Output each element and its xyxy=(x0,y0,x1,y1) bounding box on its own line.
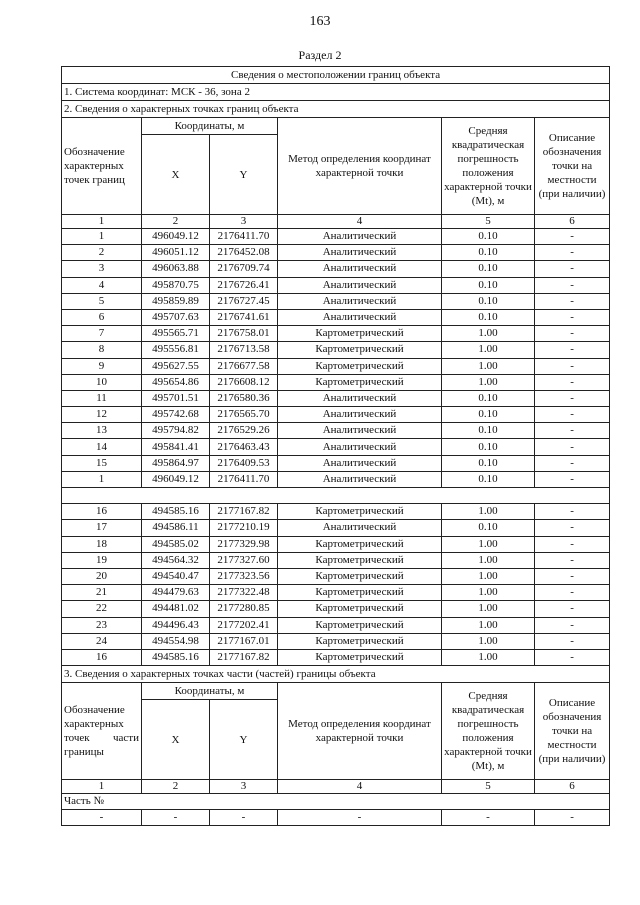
coord-x: 495701.51 xyxy=(142,390,210,406)
coord-x: 494540.47 xyxy=(142,568,210,584)
description: - xyxy=(535,261,610,277)
method: Аналитический xyxy=(278,229,442,245)
header-x: X xyxy=(142,700,210,780)
header-designation: Обозначение характерных точек границ xyxy=(62,118,142,215)
coord-y: 2177167.82 xyxy=(210,649,278,665)
accuracy: 1.00 xyxy=(442,633,535,649)
table-row xyxy=(62,617,610,633)
description: - xyxy=(535,326,610,342)
header-method: Метод определения координат характерной точки xyxy=(278,683,442,780)
description: - xyxy=(535,552,610,568)
table-row xyxy=(62,633,610,649)
accuracy: 1.00 xyxy=(442,552,535,568)
header-y: Y xyxy=(210,700,278,780)
method: Картометрический xyxy=(278,633,442,649)
method: Картометрический xyxy=(278,342,442,358)
description: - xyxy=(535,536,610,552)
coord-y: 2177210.19 xyxy=(210,520,278,536)
point-number: 23 xyxy=(62,617,142,633)
method: Картометрический xyxy=(278,601,442,617)
point-number: 3 xyxy=(62,261,142,277)
coord-x: 494554.98 xyxy=(142,633,210,649)
point-number: 13 xyxy=(62,423,142,439)
coord-x: 494496.43 xyxy=(142,617,210,633)
point-number: 6 xyxy=(62,309,142,325)
point-number: 20 xyxy=(62,568,142,584)
point-number: 11 xyxy=(62,390,142,406)
empty-value: - xyxy=(62,810,142,826)
description: - xyxy=(535,471,610,487)
table-row xyxy=(62,568,610,584)
accuracy: 0.10 xyxy=(442,229,535,245)
accuracy: 0.10 xyxy=(442,245,535,261)
method: Картометрический xyxy=(278,552,442,568)
description: - xyxy=(535,229,610,245)
col-number: 4 xyxy=(278,215,442,229)
table-row xyxy=(62,261,610,277)
description: - xyxy=(535,520,610,536)
coord-x: 494585.02 xyxy=(142,536,210,552)
method: Картометрический xyxy=(278,536,442,552)
col-number: 5 xyxy=(442,215,535,229)
coord-y: 2177327.60 xyxy=(210,552,278,568)
coord-y: 2176529.26 xyxy=(210,423,278,439)
table-row xyxy=(62,277,610,293)
method: Аналитический xyxy=(278,423,442,439)
description: - xyxy=(535,358,610,374)
accuracy: 1.00 xyxy=(442,568,535,584)
coord-x: 494481.02 xyxy=(142,601,210,617)
coord-x: 495859.89 xyxy=(142,293,210,309)
point-number: 4 xyxy=(62,277,142,293)
section-title: Раздел 2 xyxy=(298,48,342,62)
description: - xyxy=(535,617,610,633)
coord-x: 495627.55 xyxy=(142,358,210,374)
coord-y: 2176411.70 xyxy=(210,229,278,245)
point-number: 19 xyxy=(62,552,142,568)
col-number: 1 xyxy=(62,215,142,229)
method: Аналитический xyxy=(278,407,442,423)
coord-y: 2177167.01 xyxy=(210,633,278,649)
accuracy: 0.10 xyxy=(442,423,535,439)
accuracy: 1.00 xyxy=(442,585,535,601)
description: - xyxy=(535,649,610,665)
coord-y: 2176608.12 xyxy=(210,374,278,390)
separator-row xyxy=(62,488,610,504)
empty-value: - xyxy=(210,810,278,826)
header-coords: Координаты, м xyxy=(142,118,278,135)
accuracy: 0.10 xyxy=(442,309,535,325)
table-row xyxy=(62,601,610,617)
section-2-title: 2. Сведения о характерных точках границ объекта xyxy=(62,101,610,118)
method: Картометрический xyxy=(278,568,442,584)
method: Аналитический xyxy=(278,471,442,487)
accuracy: 1.00 xyxy=(442,601,535,617)
coord-x: 495556.81 xyxy=(142,342,210,358)
accuracy: 0.10 xyxy=(442,407,535,423)
description: - xyxy=(535,407,610,423)
header-y: Y xyxy=(210,135,278,215)
coord-x: 495654.86 xyxy=(142,374,210,390)
method: Аналитический xyxy=(278,277,442,293)
coord-x: 496049.12 xyxy=(142,229,210,245)
method: Картометрический xyxy=(278,504,442,520)
description: - xyxy=(535,390,610,406)
header-accuracy: Средняя квадратическая погрешность положения характерной точки (Mt), м xyxy=(442,683,535,780)
accuracy: 0.10 xyxy=(442,390,535,406)
method: Аналитический xyxy=(278,245,442,261)
coord-y: 2176411.70 xyxy=(210,471,278,487)
coord-x: 495870.75 xyxy=(142,277,210,293)
col-number: 3 xyxy=(210,215,278,229)
coord-y: 2176726.41 xyxy=(210,277,278,293)
coord-y: 2176741.61 xyxy=(210,309,278,325)
table-row xyxy=(62,342,610,358)
coord-y: 2176565.70 xyxy=(210,407,278,423)
page-number: 163 xyxy=(309,14,331,29)
accuracy: 1.00 xyxy=(442,342,535,358)
col-number: 1 xyxy=(62,780,142,794)
method: Аналитический xyxy=(278,390,442,406)
accuracy: 0.10 xyxy=(442,520,535,536)
coord-x: 494586.11 xyxy=(142,520,210,536)
method: Аналитический xyxy=(278,455,442,471)
accuracy: 1.00 xyxy=(442,617,535,633)
method: Картометрический xyxy=(278,326,442,342)
point-number: 10 xyxy=(62,374,142,390)
accuracy: 1.00 xyxy=(442,504,535,520)
accuracy: 1.00 xyxy=(442,649,535,665)
header-coords: Координаты, м xyxy=(142,683,278,700)
method: Картометрический xyxy=(278,617,442,633)
method: Аналитический xyxy=(278,293,442,309)
coord-x: 495707.63 xyxy=(142,309,210,325)
coord-x: 495864.97 xyxy=(142,455,210,471)
accuracy: 0.10 xyxy=(442,471,535,487)
description: - xyxy=(535,374,610,390)
accuracy: 0.10 xyxy=(442,293,535,309)
method: Аналитический xyxy=(278,439,442,455)
description: - xyxy=(535,585,610,601)
description: - xyxy=(535,423,610,439)
coord-y: 2176452.08 xyxy=(210,245,278,261)
header-designation-parts: Обозначение характерных точек части границы xyxy=(62,683,142,780)
accuracy: 1.00 xyxy=(442,326,535,342)
point-number: 18 xyxy=(62,536,142,552)
empty-value: - xyxy=(535,810,610,826)
table-row xyxy=(62,358,610,374)
method: Картометрический xyxy=(278,585,442,601)
table-row xyxy=(62,439,610,455)
point-number: 16 xyxy=(62,649,142,665)
coord-y: 2177202.41 xyxy=(210,617,278,633)
method: Аналитический xyxy=(278,309,442,325)
point-number: 1 xyxy=(62,229,142,245)
table-row xyxy=(62,390,610,406)
point-number: 24 xyxy=(62,633,142,649)
table-row xyxy=(62,520,610,536)
coord-x: 495565.71 xyxy=(142,326,210,342)
coord-x: 494585.16 xyxy=(142,649,210,665)
description: - xyxy=(535,601,610,617)
coord-x: 496049.12 xyxy=(142,471,210,487)
header-x: X xyxy=(142,135,210,215)
accuracy: 1.00 xyxy=(442,536,535,552)
coord-y: 2176727.45 xyxy=(210,293,278,309)
coord-x: 494564.32 xyxy=(142,552,210,568)
coord-x: 496051.12 xyxy=(142,245,210,261)
coord-y: 2177329.98 xyxy=(210,536,278,552)
header-description: Описание обозначения точки на местности (при наличии) xyxy=(535,118,610,215)
method: Картометрический xyxy=(278,374,442,390)
col-number: 6 xyxy=(535,780,610,794)
header-description: Описание обозначения точки на местности (при наличии) xyxy=(535,683,610,780)
accuracy: 0.10 xyxy=(442,277,535,293)
description: - xyxy=(535,504,610,520)
point-number: 7 xyxy=(62,326,142,342)
coord-y: 2176677.58 xyxy=(210,358,278,374)
point-number: 17 xyxy=(62,520,142,536)
section-3-title: 3. Сведения о характерных точках части (частей) границы объекта xyxy=(62,666,610,683)
coord-y: 2176709.74 xyxy=(210,261,278,277)
empty-value: - xyxy=(442,810,535,826)
table-row xyxy=(62,536,610,552)
col-number: 2 xyxy=(142,780,210,794)
accuracy: 1.00 xyxy=(442,374,535,390)
point-number: 2 xyxy=(62,245,142,261)
coord-x: 495841.41 xyxy=(142,439,210,455)
point-number: 15 xyxy=(62,455,142,471)
col-number: 6 xyxy=(535,215,610,229)
boundary-table xyxy=(61,66,610,826)
col-number: 3 xyxy=(210,780,278,794)
accuracy: 0.10 xyxy=(442,455,535,471)
coord-y: 2177280.85 xyxy=(210,601,278,617)
description: - xyxy=(535,455,610,471)
table-row xyxy=(62,293,610,309)
empty-value: - xyxy=(278,810,442,826)
description: - xyxy=(535,633,610,649)
header-accuracy: Средняя квадратическая погрешность положения характерной точки (Mt), м xyxy=(442,118,535,215)
table-row xyxy=(62,326,610,342)
coord-x: 495794.82 xyxy=(142,423,210,439)
description: - xyxy=(535,342,610,358)
empty-value: - xyxy=(142,810,210,826)
coord-y: 2176758.01 xyxy=(210,326,278,342)
method: Картометрический xyxy=(278,358,442,374)
point-number: 5 xyxy=(62,293,142,309)
method: Аналитический xyxy=(278,261,442,277)
point-number: 21 xyxy=(62,585,142,601)
header-method: Метод определения координат характерной точки xyxy=(278,118,442,215)
table-title: Сведения о местоположении границ объекта xyxy=(62,67,610,84)
empty-cell xyxy=(62,488,610,504)
table-row xyxy=(62,585,610,601)
table-row xyxy=(62,504,610,520)
table-row xyxy=(62,407,610,423)
coord-y: 2176463.43 xyxy=(210,439,278,455)
col-number: 5 xyxy=(442,780,535,794)
table-row xyxy=(62,455,610,471)
description: - xyxy=(535,309,610,325)
description: - xyxy=(535,568,610,584)
col-number: 4 xyxy=(278,780,442,794)
point-number: 16 xyxy=(62,504,142,520)
description: - xyxy=(535,277,610,293)
accuracy: 0.10 xyxy=(442,439,535,455)
table-row xyxy=(62,245,610,261)
coord-y: 2176580.36 xyxy=(210,390,278,406)
point-number: 9 xyxy=(62,358,142,374)
table-row xyxy=(62,552,610,568)
table-row xyxy=(62,423,610,439)
table-row xyxy=(62,649,610,665)
table-row xyxy=(62,471,610,487)
accuracy: 0.10 xyxy=(442,261,535,277)
table-row xyxy=(62,374,610,390)
point-number: 14 xyxy=(62,439,142,455)
method: Картометрический xyxy=(278,649,442,665)
coord-y: 2176409.53 xyxy=(210,455,278,471)
point-number: 12 xyxy=(62,407,142,423)
coord-y: 2176713.58 xyxy=(210,342,278,358)
coord-system: 1. Система координат: МСК - 36, зона 2 xyxy=(62,84,610,101)
point-number: 1 xyxy=(62,471,142,487)
point-number: 8 xyxy=(62,342,142,358)
table-row xyxy=(62,229,610,245)
point-number: 22 xyxy=(62,601,142,617)
coord-x: 494585.16 xyxy=(142,504,210,520)
coord-y: 2177322.48 xyxy=(210,585,278,601)
coord-x: 494479.63 xyxy=(142,585,210,601)
table-row xyxy=(62,309,610,325)
table-row xyxy=(62,810,610,826)
coord-y: 2177167.82 xyxy=(210,504,278,520)
description: - xyxy=(535,439,610,455)
part-label: Часть № xyxy=(62,794,610,810)
col-number: 2 xyxy=(142,215,210,229)
description: - xyxy=(535,293,610,309)
method: Аналитический xyxy=(278,520,442,536)
coord-x: 496063.88 xyxy=(142,261,210,277)
description: - xyxy=(535,245,610,261)
accuracy: 1.00 xyxy=(442,358,535,374)
coord-x: 495742.68 xyxy=(142,407,210,423)
coord-y: 2177323.56 xyxy=(210,568,278,584)
